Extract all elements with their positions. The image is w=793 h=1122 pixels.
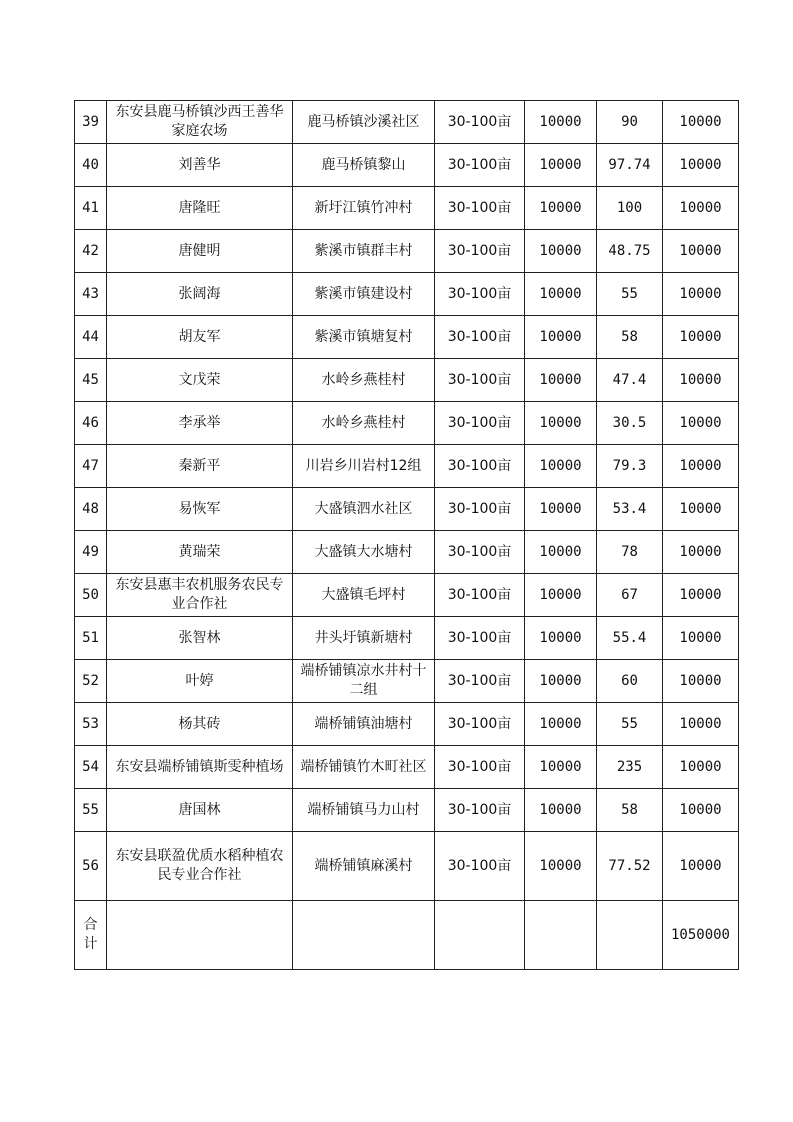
subsidy-amount: 10000 <box>663 531 739 574</box>
area-value: 79.3 <box>597 445 663 488</box>
row-number: 43 <box>75 273 107 316</box>
area-value: 55 <box>597 703 663 746</box>
subsidy-standard: 10000 <box>525 144 597 187</box>
applicant-name: 东安县惠丰农机服务农民专业合作社 <box>107 574 293 617</box>
table-row <box>75 187 739 230</box>
scale-range: 30-100亩 <box>435 273 525 316</box>
row-number: 40 <box>75 144 107 187</box>
area-value: 100 <box>597 187 663 230</box>
applicant-name: 张智林 <box>107 617 293 660</box>
area-value: 60 <box>597 660 663 703</box>
subsidy-standard: 10000 <box>525 488 597 531</box>
applicant-name: 秦新平 <box>107 445 293 488</box>
subsidy-standard: 10000 <box>525 746 597 789</box>
location: 井头圩镇新塘村 <box>293 617 435 660</box>
subsidy-standard: 10000 <box>525 617 597 660</box>
row-number: 55 <box>75 789 107 832</box>
table-row <box>75 273 739 316</box>
subsidy-amount: 10000 <box>663 273 739 316</box>
scale-range: 30-100亩 <box>435 703 525 746</box>
scale-range: 30-100亩 <box>435 789 525 832</box>
location: 鹿马桥镇沙溪社区 <box>293 101 435 144</box>
table-row <box>75 445 739 488</box>
row-number: 41 <box>75 187 107 230</box>
table-row <box>75 531 739 574</box>
table-row <box>75 230 739 273</box>
subsidy-standard: 10000 <box>525 531 597 574</box>
scale-range: 30-100亩 <box>435 187 525 230</box>
applicant-name: 唐健明 <box>107 230 293 273</box>
table-row <box>75 359 739 402</box>
subsidy-amount: 10000 <box>663 703 739 746</box>
total-amount: 1050000 <box>663 901 739 970</box>
subsidy-standard: 10000 <box>525 316 597 359</box>
area-value: 90 <box>597 101 663 144</box>
location: 大盛镇大水塘村 <box>293 531 435 574</box>
area-value: 77.52 <box>597 832 663 901</box>
subsidy-standard: 10000 <box>525 832 597 901</box>
area-value: 67 <box>597 574 663 617</box>
total-row <box>75 901 739 970</box>
applicant-name: 东安县鹿马桥镇沙西王善华家庭农场 <box>107 101 293 144</box>
table-row <box>75 617 739 660</box>
subsidy-standard: 10000 <box>525 230 597 273</box>
location: 紫溪市镇塘复村 <box>293 316 435 359</box>
applicant-name: 刘善华 <box>107 144 293 187</box>
subsidy-amount: 10000 <box>663 660 739 703</box>
area-value: 58 <box>597 789 663 832</box>
scale-range: 30-100亩 <box>435 359 525 402</box>
scale-range: 30-100亩 <box>435 832 525 901</box>
row-number: 44 <box>75 316 107 359</box>
row-number: 42 <box>75 230 107 273</box>
scale-range: 30-100亩 <box>435 574 525 617</box>
subsidy-amount: 10000 <box>663 187 739 230</box>
location: 川岩乡川岩村12组 <box>293 445 435 488</box>
location: 水岭乡燕桂村 <box>293 402 435 445</box>
subsidy-amount: 10000 <box>663 144 739 187</box>
location: 紫溪市镇群丰村 <box>293 230 435 273</box>
scale-range: 30-100亩 <box>435 488 525 531</box>
subsidy-amount: 10000 <box>663 359 739 402</box>
subsidy-standard: 10000 <box>525 574 597 617</box>
total-empty-cell <box>525 901 597 970</box>
scale-range: 30-100亩 <box>435 660 525 703</box>
row-number: 47 <box>75 445 107 488</box>
location: 鹿马桥镇黎山 <box>293 144 435 187</box>
table-row <box>75 746 739 789</box>
row-number: 46 <box>75 402 107 445</box>
applicant-name: 文戊荣 <box>107 359 293 402</box>
location: 新圩江镇竹冲村 <box>293 187 435 230</box>
scale-range: 30-100亩 <box>435 402 525 445</box>
table-row <box>75 660 739 703</box>
total-label-text: 合 计 <box>83 917 98 952</box>
location: 水岭乡燕桂村 <box>293 359 435 402</box>
table-body <box>75 101 739 970</box>
row-number: 52 <box>75 660 107 703</box>
row-number: 39 <box>75 101 107 144</box>
area-value: 235 <box>597 746 663 789</box>
subsidy-amount: 10000 <box>663 488 739 531</box>
location: 大盛镇泗水社区 <box>293 488 435 531</box>
applicant-name: 张阔海 <box>107 273 293 316</box>
table-row <box>75 402 739 445</box>
scale-range: 30-100亩 <box>435 617 525 660</box>
applicant-name: 唐国林 <box>107 789 293 832</box>
subsidy-standard: 10000 <box>525 660 597 703</box>
location: 端桥铺镇麻溪村 <box>293 832 435 901</box>
subsidy-standard: 10000 <box>525 273 597 316</box>
row-number: 56 <box>75 832 107 901</box>
subsidy-amount: 10000 <box>663 746 739 789</box>
applicant-name: 东安县端桥铺镇斯雯种植场 <box>107 746 293 789</box>
table-row <box>75 101 739 144</box>
row-number: 50 <box>75 574 107 617</box>
table-row <box>75 488 739 531</box>
total-empty-cell <box>597 901 663 970</box>
subsidy-table <box>74 100 739 970</box>
total-empty-cell <box>435 901 525 970</box>
subsidy-standard: 10000 <box>525 402 597 445</box>
applicant-name: 东安县联盈优质水稻种植农民专业合作社 <box>107 832 293 901</box>
total-empty-cell <box>293 901 435 970</box>
applicant-name: 杨其砖 <box>107 703 293 746</box>
subsidy-standard: 10000 <box>525 187 597 230</box>
subsidy-standard: 10000 <box>525 703 597 746</box>
location: 大盛镇毛坪村 <box>293 574 435 617</box>
scale-range: 30-100亩 <box>435 316 525 359</box>
table-row <box>75 574 739 617</box>
location: 端桥铺镇马力山村 <box>293 789 435 832</box>
row-number: 53 <box>75 703 107 746</box>
location: 端桥铺镇竹木町社区 <box>293 746 435 789</box>
area-value: 58 <box>597 316 663 359</box>
subsidy-amount: 10000 <box>663 789 739 832</box>
subsidy-standard: 10000 <box>525 359 597 402</box>
area-value: 97.74 <box>597 144 663 187</box>
table-row <box>75 703 739 746</box>
scale-range: 30-100亩 <box>435 144 525 187</box>
location: 端桥铺镇油塘村 <box>293 703 435 746</box>
applicant-name: 黄瑞荣 <box>107 531 293 574</box>
table-row <box>75 316 739 359</box>
subsidy-amount: 10000 <box>663 230 739 273</box>
row-number: 54 <box>75 746 107 789</box>
subsidy-amount: 10000 <box>663 316 739 359</box>
subsidy-amount: 10000 <box>663 617 739 660</box>
applicant-name: 胡友军 <box>107 316 293 359</box>
subsidy-amount: 10000 <box>663 832 739 901</box>
applicant-name: 唐隆旺 <box>107 187 293 230</box>
location: 紫溪市镇建设村 <box>293 273 435 316</box>
subsidy-standard: 10000 <box>525 101 597 144</box>
row-number: 48 <box>75 488 107 531</box>
area-value: 55.4 <box>597 617 663 660</box>
subsidy-amount: 10000 <box>663 402 739 445</box>
scale-range: 30-100亩 <box>435 445 525 488</box>
total-empty-cell <box>107 901 293 970</box>
row-number: 45 <box>75 359 107 402</box>
total-label <box>75 901 107 970</box>
row-number: 49 <box>75 531 107 574</box>
applicant-name: 易恢军 <box>107 488 293 531</box>
applicant-name: 叶婷 <box>107 660 293 703</box>
area-value: 30.5 <box>597 402 663 445</box>
area-value: 48.75 <box>597 230 663 273</box>
table-row <box>75 144 739 187</box>
area-value: 55 <box>597 273 663 316</box>
scale-range: 30-100亩 <box>435 230 525 273</box>
subsidy-standard: 10000 <box>525 789 597 832</box>
applicant-name: 李承举 <box>107 402 293 445</box>
subsidy-amount: 10000 <box>663 101 739 144</box>
subsidy-amount: 10000 <box>663 574 739 617</box>
table-row <box>75 832 739 901</box>
area-value: 53.4 <box>597 488 663 531</box>
subsidy-standard: 10000 <box>525 445 597 488</box>
scale-range: 30-100亩 <box>435 101 525 144</box>
area-value: 78 <box>597 531 663 574</box>
subsidy-amount: 10000 <box>663 445 739 488</box>
table-row <box>75 789 739 832</box>
row-number: 51 <box>75 617 107 660</box>
scale-range: 30-100亩 <box>435 531 525 574</box>
area-value: 47.4 <box>597 359 663 402</box>
scale-range: 30-100亩 <box>435 746 525 789</box>
location: 端桥铺镇凉水井村十二组 <box>293 660 435 703</box>
